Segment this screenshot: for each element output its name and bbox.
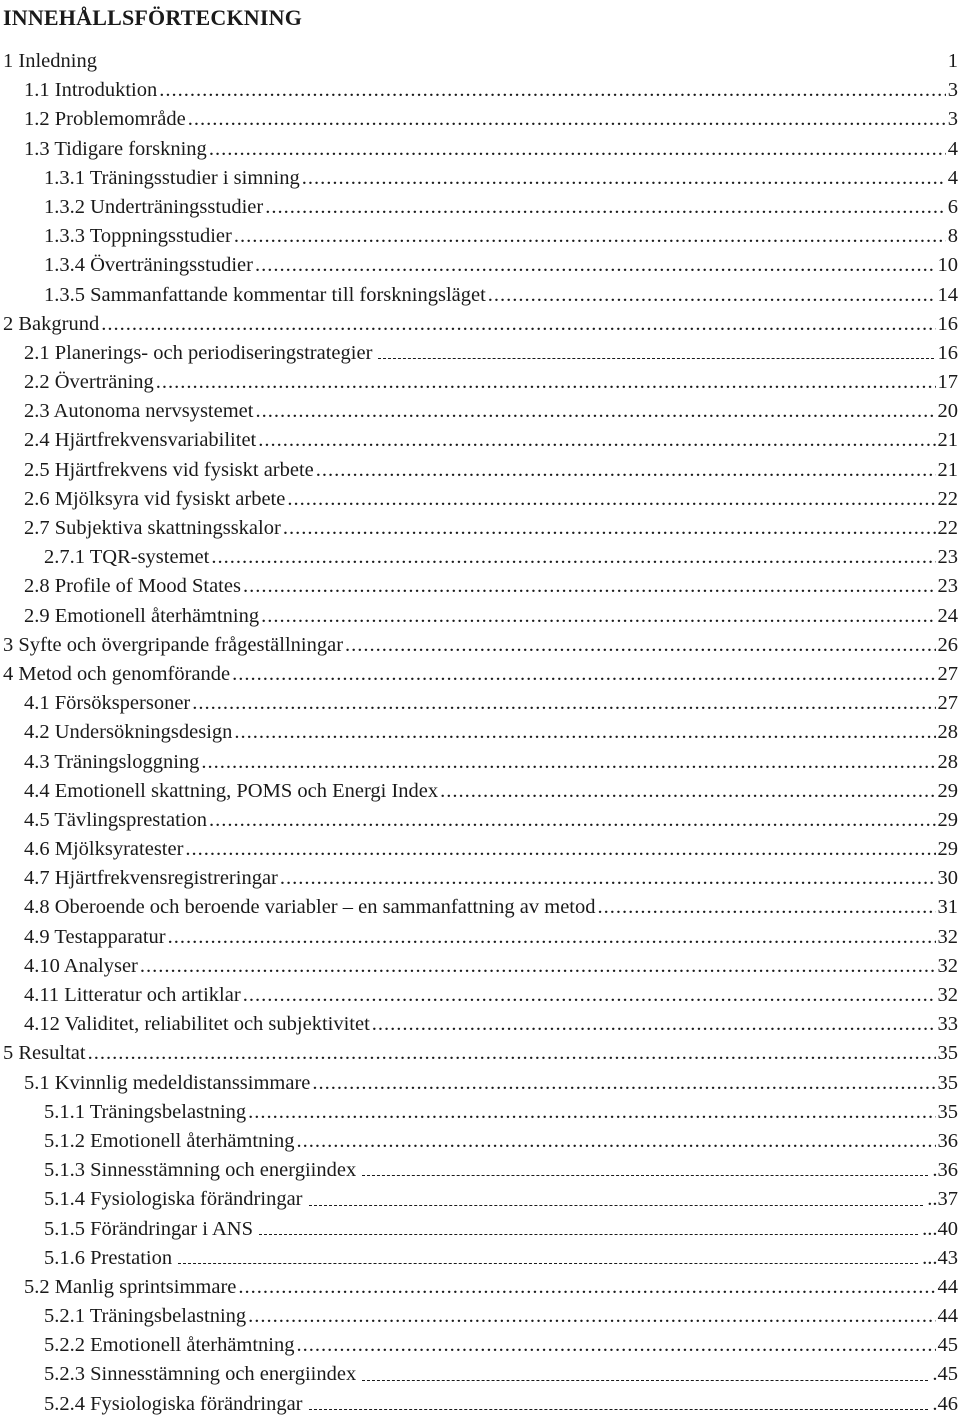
- toc-entry-label: 1.3.4 Överträningsstudier: [44, 254, 253, 277]
- toc-page-number: 29: [937, 808, 958, 831]
- toc-page-number: 17: [937, 371, 958, 394]
- toc-entry[interactable]: [0, 689, 960, 718]
- toc-entry[interactable]: [0, 1039, 960, 1068]
- toc-entry-label: 5.1 Kvinnlig medeldistanssimmare: [24, 1071, 311, 1094]
- toc-leader: [305, 1185, 926, 1214]
- toc-entry[interactable]: [0, 339, 960, 368]
- toc-page-number: 3: [947, 108, 958, 131]
- toc-entry[interactable]: [0, 397, 960, 426]
- toc-page-number: .36: [932, 1159, 958, 1182]
- toc-leader: [188, 105, 946, 134]
- toc-entry-label: 3 Syfte och övergripande frågeställningar: [3, 633, 344, 656]
- toc-entry-label: 1.1 Introduktion: [24, 79, 158, 102]
- toc-entry-label: 2.7.1 TQR-systemet: [44, 546, 210, 569]
- toc-page-number: 32: [937, 984, 958, 1006]
- toc-page-number: 30: [937, 867, 958, 890]
- toc-page-number: 6: [947, 195, 958, 218]
- toc-entry[interactable]: [0, 1185, 960, 1214]
- toc-entry-label: 5.1.5 Förändringar i ANS: [44, 1217, 253, 1240]
- toc-leader: [358, 1156, 930, 1185]
- toc-leader: [255, 397, 935, 426]
- toc-page-number: 29: [937, 838, 958, 861]
- toc-entry[interactable]: [0, 456, 960, 485]
- toc-entry-label: 4.7 Hjärtfrekvensregistreringar: [24, 867, 278, 890]
- toc-entry-label: 5.1.6 Prestation: [44, 1246, 173, 1269]
- toc-leader: [287, 485, 935, 514]
- toc-page-number: 27: [937, 662, 958, 685]
- toc-leader: [248, 1302, 935, 1331]
- toc-entry-label: 2.8 Profile of Mood States: [24, 575, 241, 598]
- toc-leader: [192, 689, 935, 718]
- toc-leader: [598, 893, 936, 922]
- toc-page-number: 20: [937, 400, 958, 423]
- toc-entry[interactable]: [0, 1331, 960, 1360]
- toc-leader: [185, 835, 935, 864]
- toc-page-number: 26: [937, 633, 958, 656]
- toc-entry[interactable]: [0, 835, 960, 864]
- toc-entry-label: 2.9 Emotionell återhämtning: [24, 604, 260, 627]
- toc-entry-label: 1.3 Tidigare forskning: [24, 137, 207, 160]
- page-title: INNEHÅLLSFÖRTECKNING: [3, 5, 303, 30]
- toc-leader: [209, 806, 936, 835]
- toc-entry[interactable]: [0, 1244, 960, 1273]
- toc-page-number: ..37: [927, 1188, 958, 1211]
- toc-entry-label: 5 Resultat: [3, 1042, 86, 1065]
- toc-page-number: 36: [937, 1129, 958, 1152]
- toc-entry-label: 4.1 Försökspersoner: [24, 692, 191, 715]
- toc-entry[interactable]: [0, 426, 960, 455]
- toc-entry[interactable]: [0, 952, 960, 981]
- toc-leader: [280, 864, 936, 893]
- toc-entry[interactable]: [0, 1010, 960, 1039]
- toc-page-number: 29: [937, 779, 958, 802]
- toc-page-number: 21: [937, 429, 958, 452]
- toc-entry[interactable]: [0, 1273, 960, 1302]
- toc-leader: [174, 1244, 920, 1273]
- toc-entry-label: 5.1.2 Emotionell återhämtning: [44, 1129, 295, 1152]
- toc-entry-label: 4.4 Emotionell skattning, POMS och Energi Index: [24, 779, 439, 802]
- toc-entry-label: 4.8 Oberoende och beroende variabler – en sammanfattning av metod: [24, 896, 596, 919]
- toc-entry-label: 5.2.1 Träningsbelastning: [44, 1305, 247, 1328]
- toc-entry-label: 4.6 Mjölksyratester: [24, 838, 184, 861]
- toc-page-number: 23: [937, 546, 958, 569]
- toc-page-number: ...40: [922, 1217, 958, 1240]
- toc-leader: [88, 1039, 936, 1068]
- toc-entry[interactable]: [0, 1215, 960, 1244]
- toc-entry-label: 4.11 Litteratur och artiklar: [24, 984, 241, 1006]
- toc-entry[interactable]: [0, 281, 960, 310]
- toc-leader: [297, 1127, 936, 1156]
- toc-leader: [101, 310, 935, 339]
- toc-entry[interactable]: [0, 310, 960, 339]
- toc-page-number: 35: [937, 1100, 958, 1123]
- toc-entry-label: 1 Inledning: [3, 50, 97, 72]
- toc-entry-label: 4.3 Träningsloggning: [24, 750, 200, 773]
- toc-entry[interactable]: [0, 748, 960, 777]
- toc-leader: [258, 426, 935, 455]
- toc-entry[interactable]: [0, 222, 960, 251]
- toc-entry[interactable]: [0, 47, 960, 76]
- toc-page-number: 27: [937, 692, 958, 715]
- toc-entry-label: 1.3.2 Underträningsstudier: [44, 195, 264, 218]
- toc-page-number: 14: [937, 283, 958, 306]
- toc-leader: [248, 1098, 935, 1127]
- toc-leader: [305, 1390, 931, 1419]
- toc-page-number: 35: [937, 1042, 958, 1065]
- toc-page-number: 21: [937, 458, 958, 481]
- toc-entry-label: 5.1.4 Fysiologiska förändringar: [44, 1188, 303, 1211]
- toc-page-number: 4: [947, 166, 958, 189]
- toc-entry-label: 2.5 Hjärtfrekvens vid fysiskt arbete: [24, 458, 314, 481]
- toc-entry[interactable]: [0, 164, 960, 193]
- toc-page-number: .45: [932, 1363, 958, 1386]
- toc-page-number: 4: [947, 137, 958, 160]
- toc-leader: [283, 514, 936, 543]
- toc-entry[interactable]: [0, 1360, 960, 1389]
- toc-entry[interactable]: [0, 485, 960, 514]
- toc-entry-label: 1.3.1 Träningsstudier i simning: [44, 166, 300, 189]
- toc-entry[interactable]: [0, 777, 960, 806]
- toc-entry-label: 5.2 Manlig sprintsimmare: [24, 1275, 237, 1298]
- toc-leader: [488, 281, 936, 310]
- toc-page-number: .46: [932, 1392, 958, 1415]
- toc-entry-label: 5.2.4 Fysiologiska förändringar: [44, 1392, 303, 1415]
- toc-entry[interactable]: [0, 251, 960, 280]
- toc-leader: [168, 923, 936, 952]
- toc-leader: [297, 1331, 936, 1360]
- table-of-contents: [0, 47, 960, 1419]
- toc-entry-label: 2.3 Autonoma nervsystemet: [24, 400, 254, 423]
- toc-leader: [255, 251, 936, 280]
- toc-page-number: 32: [937, 925, 958, 948]
- toc-entry[interactable]: [0, 893, 960, 922]
- toc-page-number: 22: [937, 517, 958, 539]
- toc-leader: [209, 135, 946, 164]
- toc-leader: [372, 1010, 936, 1039]
- toc-leader: [140, 952, 936, 981]
- toc-page-number: 28: [937, 721, 958, 744]
- toc-page-number: ...43: [922, 1246, 958, 1269]
- toc-entry[interactable]: [0, 602, 960, 631]
- toc-entry-label: 5.2.2 Emotionell återhämtning: [44, 1334, 295, 1357]
- toc-leader: [374, 339, 935, 368]
- toc-entry-label: 2.4 Hjärtfrekvensvariabilitet: [24, 429, 257, 452]
- toc-entry-label: 2.2 Överträning: [24, 371, 154, 394]
- toc-entry-label: 2.6 Mjölksyra vid fysiskt arbete: [24, 487, 286, 510]
- toc-leader: [345, 631, 935, 660]
- toc-leader: [159, 76, 946, 105]
- toc-leader: [312, 1069, 935, 1098]
- toc-entry-label: 1.3.5 Sammanfattande kommentar till forskningsläget: [44, 283, 486, 306]
- toc-page-number: 3: [947, 79, 958, 102]
- toc-leader: [238, 1273, 935, 1302]
- toc-leader: [316, 456, 936, 485]
- toc-entry-label: 2.7 Subjektiva skattningsskalor: [24, 517, 281, 539]
- toc-entry[interactable]: [0, 660, 960, 689]
- toc-entry[interactable]: [0, 105, 960, 134]
- toc-entry[interactable]: [0, 135, 960, 164]
- toc-entry[interactable]: [0, 631, 960, 660]
- toc-leader: [211, 543, 935, 572]
- toc-page-number: 23: [937, 575, 958, 598]
- toc-entry[interactable]: [0, 864, 960, 893]
- toc-entry[interactable]: [0, 923, 960, 952]
- toc-entry[interactable]: [0, 1127, 960, 1156]
- toc-page-number: 45: [937, 1334, 958, 1357]
- toc-page-number: 1: [947, 50, 958, 72]
- toc-page-number: 24: [937, 604, 958, 627]
- toc-entry-label: 1.3.3 Toppningsstudier: [44, 225, 232, 248]
- toc-leader: [234, 718, 935, 747]
- toc-entry-label: 4.5 Tävlingsprestation: [24, 808, 207, 831]
- toc-page-number: 22: [937, 487, 958, 510]
- toc-entry[interactable]: [0, 1156, 960, 1185]
- toc-entry-label: 4 Metod och genomförande: [3, 662, 231, 685]
- toc-entry[interactable]: [0, 718, 960, 747]
- toc-entry[interactable]: [0, 1302, 960, 1331]
- toc-entry-label: 5.1.1 Träningsbelastning: [44, 1100, 247, 1123]
- toc-page-number: 31: [937, 896, 958, 919]
- toc-entry[interactable]: [0, 514, 960, 543]
- toc-entry[interactable]: [0, 806, 960, 835]
- toc-entry-label: 5.2.3 Sinnesstämning och energiindex: [44, 1363, 357, 1386]
- toc-entry-label: 4.9 Testapparatur: [24, 925, 166, 948]
- toc-leader: [201, 748, 935, 777]
- toc-entry[interactable]: [0, 1098, 960, 1127]
- toc-entry[interactable]: [0, 1069, 960, 1098]
- toc-leader: [243, 572, 936, 601]
- toc-leader: [261, 602, 935, 631]
- toc-entry-label: 4.2 Undersökningsdesign: [24, 721, 233, 744]
- toc-entry[interactable]: [0, 543, 960, 572]
- toc-page-number: 44: [937, 1275, 958, 1298]
- toc-page-number: 10: [937, 254, 958, 277]
- toc-page-number: 33: [937, 1013, 958, 1036]
- toc-page-number: 16: [937, 312, 958, 335]
- toc-page-number: 32: [937, 954, 958, 977]
- toc-page-number: 44: [937, 1305, 958, 1328]
- toc-entry-label: 4.10 Analyser: [24, 954, 138, 977]
- toc-leader: [265, 193, 946, 222]
- toc-entry[interactable]: [0, 368, 960, 397]
- toc-entry-label: 2 Bakgrund: [3, 312, 100, 335]
- toc-leader: [255, 1215, 920, 1244]
- toc-entry[interactable]: [0, 572, 960, 601]
- toc-entry-label: 2.1 Planerings- och periodiseringstrategier: [24, 341, 373, 364]
- toc-entry-label: 5.1.3 Sinnesstämning och energiindex: [44, 1159, 357, 1182]
- toc-entry[interactable]: [0, 193, 960, 222]
- toc-leader: [358, 1360, 930, 1389]
- toc-leader: [232, 660, 935, 689]
- toc-entry-label: 1.2 Problemområde: [24, 108, 186, 131]
- toc-leader: [234, 222, 946, 251]
- toc-page-number: 28: [937, 750, 958, 773]
- toc-leader: [156, 368, 936, 397]
- toc-entry[interactable]: [0, 981, 960, 1010]
- toc-page-number: 16: [937, 341, 958, 364]
- toc-leader: [302, 164, 946, 193]
- toc-leader: [243, 981, 936, 1010]
- toc-leader: [440, 777, 935, 806]
- toc-entry-label: 4.12 Validitet, reliabilitet och subjektivitet: [24, 1013, 370, 1036]
- toc-page-number: 35: [937, 1071, 958, 1094]
- toc-entry[interactable]: [0, 76, 960, 105]
- toc-page-number: 8: [947, 225, 958, 248]
- toc-entry[interactable]: [0, 1390, 960, 1419]
